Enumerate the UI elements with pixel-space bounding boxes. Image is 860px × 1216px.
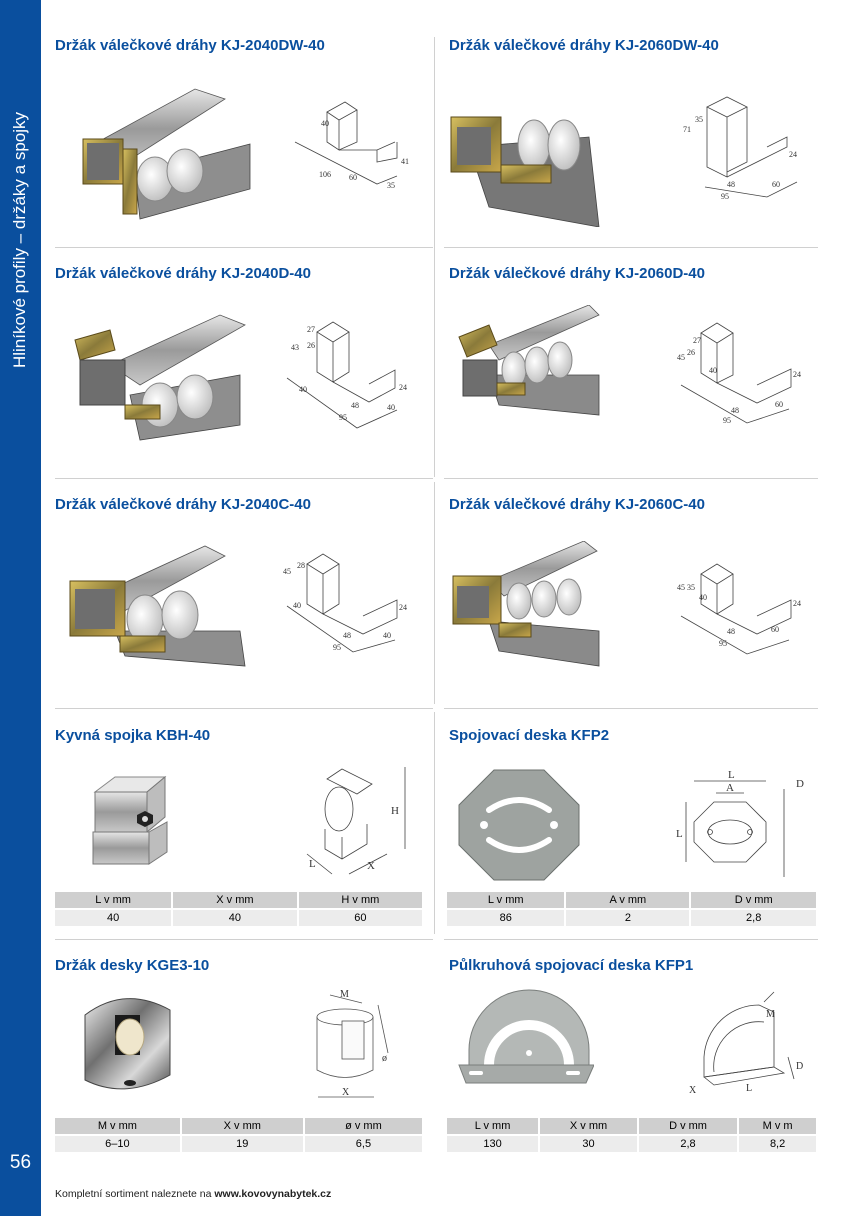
- svg-text:95: 95: [719, 639, 727, 648]
- product-photo: [85, 767, 185, 877]
- spec-value: 60: [298, 909, 422, 926]
- spec-value: 2: [565, 909, 690, 926]
- svg-text:M: M: [766, 1009, 775, 1020]
- svg-text:60: 60: [771, 625, 779, 634]
- spec-value: 2,8: [690, 909, 816, 926]
- product-photo: [75, 985, 185, 1105]
- svg-text:40: 40: [383, 631, 391, 640]
- sidebar-title: Hliníkové profily – držáky a spojky: [10, 111, 29, 369]
- svg-text:40: 40: [321, 119, 329, 128]
- svg-text:45: 45: [677, 353, 685, 362]
- spec-header: M v mm: [55, 1118, 181, 1135]
- svg-text:24: 24: [399, 603, 407, 612]
- svg-text:28: 28: [297, 561, 305, 570]
- svg-text:60: 60: [775, 400, 783, 409]
- svg-text:L: L: [309, 858, 316, 870]
- product-photo: [70, 305, 250, 445]
- dimension-drawing: [287, 759, 417, 884]
- spec-header: X v mm: [539, 1118, 638, 1135]
- svg-text:48: 48: [727, 180, 735, 189]
- spec-header: L v mm: [55, 892, 172, 909]
- spec-value: 8,2: [738, 1135, 816, 1152]
- product-photo: [65, 541, 255, 671]
- spec-header: A v mm: [565, 892, 690, 909]
- svg-text:35: 35: [687, 583, 695, 592]
- svg-text:D: D: [796, 778, 804, 790]
- dimension-drawing: [277, 546, 417, 656]
- sidebar: [0, 0, 41, 1216]
- dimension-drawing: [671, 546, 811, 656]
- page-number: 56: [9, 1152, 32, 1173]
- spec-table: [447, 1118, 816, 1152]
- svg-text:X: X: [689, 1085, 697, 1096]
- product-photo: [75, 79, 265, 229]
- dimension-drawing: [674, 767, 814, 882]
- column-divider: [434, 37, 435, 477]
- product-kj-2060c-40: [449, 496, 819, 701]
- svg-text:X: X: [342, 1087, 350, 1098]
- svg-text:26: 26: [307, 341, 315, 350]
- spec-value: 6–10: [55, 1135, 181, 1152]
- spec-value: 19: [181, 1135, 304, 1152]
- svg-text:24: 24: [399, 383, 407, 392]
- dimension-drawing: [677, 87, 817, 207]
- row-divider: [444, 708, 818, 709]
- svg-text:L: L: [676, 828, 683, 840]
- product-kfp2: [449, 727, 819, 932]
- row-divider: [55, 708, 433, 709]
- product-title: Držák válečkové dráhy KJ-2040D-40: [55, 265, 311, 282]
- spec-table: [55, 892, 422, 926]
- product-kfp1: [449, 957, 819, 1157]
- spec-header: L v mm: [447, 1118, 539, 1135]
- svg-text:95: 95: [333, 643, 341, 652]
- svg-text:X: X: [367, 860, 375, 872]
- spec-header: M v m: [738, 1118, 816, 1135]
- product-kge3-10: [55, 957, 430, 1157]
- spec-value: 86: [447, 909, 565, 926]
- svg-text:35: 35: [387, 181, 395, 190]
- svg-text:26: 26: [687, 348, 695, 357]
- spec-header: X v mm: [172, 892, 298, 909]
- spec-header: X v mm: [181, 1118, 304, 1135]
- spec-value: 130: [447, 1135, 539, 1152]
- svg-text:L: L: [746, 1083, 753, 1094]
- svg-text:A: A: [726, 782, 734, 794]
- footer-link[interactable]: www.kovovynabytek.cz: [214, 1188, 332, 1200]
- dimension-drawing: [277, 310, 417, 430]
- product-title: Kyvná spojka KBH-40: [55, 727, 211, 744]
- dimension-drawing: [671, 305, 811, 430]
- svg-text:95: 95: [339, 413, 347, 422]
- svg-text:95: 95: [723, 416, 731, 425]
- footer: [55, 1188, 331, 1200]
- svg-text:L: L: [728, 769, 735, 781]
- svg-text:40: 40: [709, 366, 717, 375]
- product-photo: [454, 765, 584, 885]
- svg-text:106: 106: [319, 170, 331, 179]
- product-photo: [454, 985, 594, 1095]
- svg-text:ø: ø: [382, 1053, 387, 1064]
- product-title: Držák válečkové dráhy KJ-2040DW-40: [55, 37, 325, 54]
- product-title: Půlkruhová spojovací deska KFP1: [449, 957, 694, 974]
- svg-text:45: 45: [283, 567, 291, 576]
- svg-text:71: 71: [683, 125, 691, 134]
- spec-value: 30: [539, 1135, 638, 1152]
- spec-header: L v mm: [447, 892, 565, 909]
- svg-text:24: 24: [793, 599, 801, 608]
- svg-text:24: 24: [793, 370, 801, 379]
- spec-value: 6,5: [304, 1135, 422, 1152]
- spec-value: 2,8: [638, 1135, 738, 1152]
- svg-text:27: 27: [307, 325, 315, 334]
- product-kbh-40: [55, 727, 430, 932]
- svg-text:48: 48: [351, 401, 359, 410]
- svg-text:48: 48: [731, 406, 739, 415]
- product-photo: [449, 77, 609, 227]
- spec-value: 40: [55, 909, 172, 926]
- svg-text:40: 40: [293, 601, 301, 610]
- svg-text:60: 60: [349, 173, 357, 182]
- svg-text:43: 43: [291, 343, 299, 352]
- dimension-drawing: [300, 985, 420, 1110]
- svg-text:27: 27: [693, 336, 701, 345]
- row-divider: [55, 478, 433, 479]
- column-divider: [434, 482, 435, 704]
- product-photo: [449, 305, 609, 425]
- row-divider: [55, 939, 433, 940]
- product-title: Spojovací deska KFP2: [449, 727, 610, 744]
- product-title: Držák válečkové dráhy KJ-2060D-40: [449, 265, 705, 282]
- product-kj-2060dw-40: [449, 37, 819, 242]
- dimension-drawing: [277, 92, 417, 202]
- product-photo: [449, 541, 609, 671]
- svg-text:60: 60: [772, 180, 780, 189]
- svg-text:48: 48: [343, 631, 351, 640]
- row-divider: [55, 247, 433, 248]
- product-title: Držák válečkové dráhy KJ-2040C-40: [55, 496, 311, 513]
- svg-text:45: 45: [677, 583, 685, 592]
- svg-text:40: 40: [387, 403, 395, 412]
- product-kj-2060d-40: [449, 265, 819, 470]
- row-divider: [444, 247, 818, 248]
- spec-table: [447, 892, 816, 926]
- svg-text:M: M: [340, 989, 349, 1000]
- svg-text:35: 35: [695, 115, 703, 124]
- svg-text:40: 40: [299, 385, 307, 394]
- dimension-drawing: [684, 987, 814, 1107]
- column-divider: [434, 712, 435, 934]
- product-kj-2040dw-40: [55, 37, 430, 242]
- product-title: Držák desky KGE3-10: [55, 957, 210, 974]
- svg-text:24: 24: [789, 150, 797, 159]
- spec-header: H v mm: [298, 892, 422, 909]
- spec-header: D v mm: [638, 1118, 738, 1135]
- product-kj-2040d-40: [55, 265, 430, 470]
- spec-header: ø v mm: [304, 1118, 422, 1135]
- product-title: Držák válečkové dráhy KJ-2060C-40: [449, 496, 705, 513]
- svg-text:41: 41: [401, 157, 409, 166]
- svg-text:48: 48: [727, 627, 735, 636]
- product-title: Držák válečkové dráhy KJ-2060DW-40: [449, 37, 719, 54]
- svg-text:H: H: [391, 805, 399, 817]
- spec-value: 40: [172, 909, 298, 926]
- svg-text:D: D: [796, 1061, 804, 1072]
- row-divider: [444, 478, 818, 479]
- svg-text:95: 95: [721, 192, 729, 201]
- spec-header: D v mm: [690, 892, 816, 909]
- spec-table: [55, 1118, 422, 1152]
- product-kj-2040c-40: [55, 496, 430, 701]
- row-divider: [444, 939, 818, 940]
- svg-text:40: 40: [699, 593, 707, 602]
- footer-text: Kompletní sortiment naleznete na: [55, 1188, 212, 1200]
